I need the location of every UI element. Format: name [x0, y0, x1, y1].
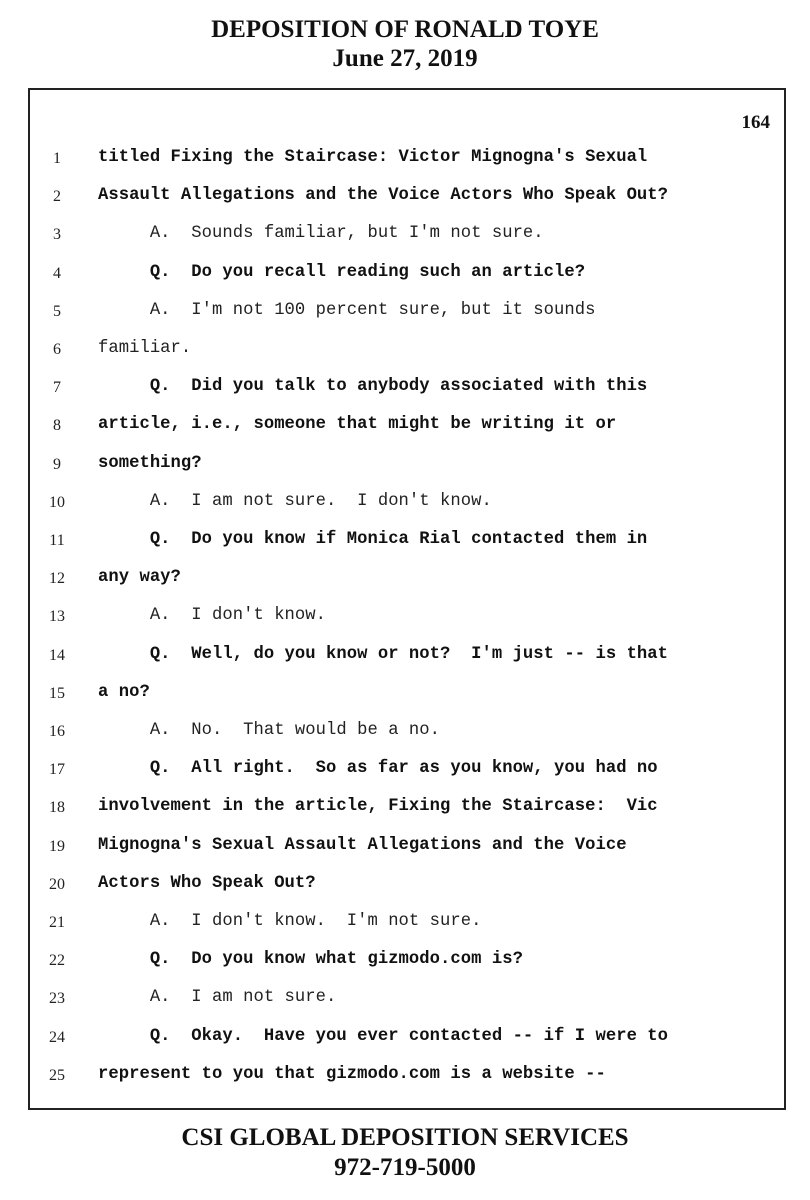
- line-number: 6: [53, 341, 61, 358]
- page-number: 164: [741, 112, 770, 133]
- line-number: 20: [49, 875, 65, 893]
- transcript-line: [30, 448, 786, 486]
- transcript-line: [30, 180, 786, 218]
- transcript-line: [30, 1021, 786, 1059]
- transcript-line: [30, 715, 786, 753]
- footer-phone: 972-719-5000: [334, 1154, 476, 1181]
- line-number: 18: [49, 799, 65, 817]
- transcript-line: [30, 982, 786, 1020]
- deposition-title: DEPOSITION OF RONALD TOYE: [211, 16, 599, 43]
- line-text: A. I'm not 100 percent sure, but it sounds: [98, 300, 596, 320]
- line-text: A. I don't know. I'm not sure.: [98, 912, 482, 931]
- transcript-line: [30, 830, 786, 868]
- line-number: 22: [49, 952, 65, 970]
- transcript-line: [30, 524, 786, 562]
- transcript-page: [28, 88, 786, 1110]
- line-number: 12: [49, 570, 65, 588]
- line-number: 15: [49, 684, 65, 702]
- line-number: 11: [49, 532, 65, 549]
- line-number: 19: [49, 837, 65, 855]
- line-text: involvement in the article, Fixing the Staircase: Vic: [98, 797, 658, 817]
- line-text: Actors Who Speak Out?: [98, 873, 316, 893]
- transcript-line: [30, 791, 786, 829]
- line-text: Assault Allegations and the Voice Actors Who Speak Out?: [98, 186, 669, 206]
- transcript-line: [30, 562, 786, 600]
- line-text: Q. Did you talk to anybody associated with this: [98, 377, 648, 397]
- transcript-line: [30, 142, 786, 180]
- line-number: 8: [53, 417, 61, 435]
- line-number: 17: [49, 761, 65, 779]
- line-text: Mignogna's Sexual Assault Allegations and the Voice: [98, 835, 627, 855]
- transcript-line: [30, 486, 786, 524]
- line-text: A. No. That would be a no.: [98, 721, 441, 740]
- line-text: Q. Okay. Have you ever contacted -- if I were to: [98, 1026, 669, 1046]
- line-number: 5: [53, 302, 61, 320]
- line-number: 10: [49, 493, 65, 511]
- line-number: 9: [53, 455, 61, 473]
- line-number: 25: [49, 1066, 65, 1084]
- transcript-line: [30, 333, 786, 371]
- transcript-line: [30, 409, 786, 447]
- line-text: any way?: [98, 568, 181, 588]
- transcript-line: [30, 944, 786, 982]
- line-text: familiar.: [98, 339, 192, 358]
- line-number: 2: [53, 188, 61, 206]
- line-number: 16: [49, 723, 65, 740]
- footer-company: CSI GLOBAL DEPOSITION SERVICES: [181, 1124, 629, 1151]
- line-number: 21: [49, 914, 65, 931]
- line-text: A. I am not sure.: [98, 988, 337, 1008]
- transcript-line: [30, 868, 786, 906]
- line-number: 23: [49, 990, 65, 1008]
- transcript-line: [30, 753, 786, 791]
- line-number: 14: [49, 646, 65, 664]
- line-text: A. Sounds familiar, but I'm not sure.: [98, 224, 544, 244]
- line-text: Q. All right. So as far as you know, you had no: [98, 759, 658, 779]
- transcript-line: [30, 257, 786, 295]
- line-text: Q. Do you know what gizmodo.com is?: [98, 950, 523, 970]
- line-text: something?: [98, 453, 202, 473]
- transcript-line: [30, 295, 786, 333]
- line-number: 4: [53, 264, 61, 282]
- line-text: article, i.e., someone that might be writing it or: [98, 415, 617, 435]
- line-text: A. I am not sure. I don't know.: [98, 491, 492, 511]
- transcript-line: [30, 371, 786, 409]
- line-number: 1: [53, 150, 61, 167]
- transcript-line: [30, 677, 786, 715]
- line-number: 24: [49, 1028, 65, 1046]
- transcript-line: [30, 906, 786, 944]
- transcript-line: [30, 218, 786, 256]
- line-text: Q. Do you recall reading such an article?: [98, 262, 586, 282]
- line-number: 7: [53, 379, 61, 397]
- line-number: 13: [49, 608, 65, 626]
- line-text: Q. Well, do you know or not? I'm just -- is that: [98, 644, 669, 664]
- line-text: represent to you that gizmodo.com is a website --: [98, 1064, 606, 1084]
- transcript-line: [30, 600, 786, 638]
- line-number: 3: [53, 226, 61, 244]
- transcript-line: [30, 1059, 786, 1097]
- deposition-date: June 27, 2019: [332, 45, 478, 72]
- line-text: titled Fixing the Staircase: Victor Mignogna's Sexual: [98, 148, 648, 167]
- line-text: a no?: [98, 682, 150, 702]
- transcript-line: [30, 639, 786, 677]
- line-text: Q. Do you know if Monica Rial contacted them in: [98, 530, 648, 549]
- line-text: A. I don't know.: [98, 606, 327, 626]
